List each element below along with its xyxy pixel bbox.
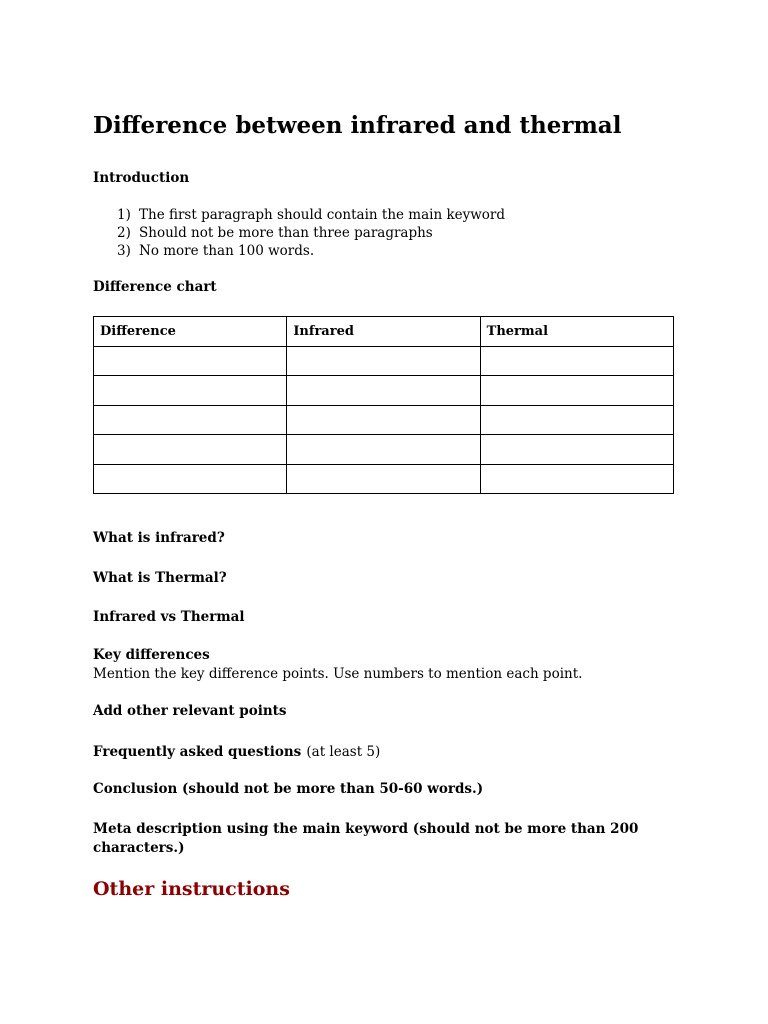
table-row <box>94 464 674 494</box>
introduction-heading: Introduction <box>93 170 190 186</box>
list-item <box>117 206 505 224</box>
column-header-difference: Difference <box>94 317 287 347</box>
table-cell <box>480 435 673 465</box>
conclusion-heading: Conclusion (should not be more than 50-60 words.) <box>93 781 484 797</box>
list-item-text: Should not be more than three paragraphs <box>139 225 433 241</box>
table-cell <box>94 376 287 406</box>
table-cell <box>287 435 480 465</box>
list-item-number: 3) <box>117 243 131 259</box>
table-cell <box>480 376 673 406</box>
table-cell <box>480 464 673 494</box>
table-row <box>94 376 674 406</box>
table-cell <box>287 376 480 406</box>
what-is-infrared-heading: What is infrared? <box>93 530 225 546</box>
what-is-thermal-heading: What is Thermal? <box>93 570 227 586</box>
other-instructions-heading: Other instructions <box>93 878 290 900</box>
faq-line <box>93 741 380 761</box>
table-cell <box>287 464 480 494</box>
key-differences-note: Mention the key difference points. Use numbers to mention each point. <box>93 666 583 682</box>
table-cell <box>480 346 673 376</box>
list-item-number: 1) <box>117 207 131 223</box>
infrared-vs-thermal-heading: Infrared vs Thermal <box>93 609 245 625</box>
table-row <box>94 405 674 435</box>
faq-note: (at least 5) <box>306 744 381 760</box>
key-differences-heading: Key differences <box>93 647 210 663</box>
column-header-infrared: Infrared <box>287 317 480 347</box>
table-cell <box>287 405 480 435</box>
list-item-number: 2) <box>117 225 131 241</box>
column-header-thermal: Thermal <box>480 317 673 347</box>
meta-description-heading: Meta description using the main keyword (should not be more than 200 characters.) <box>93 821 639 856</box>
other-points-heading: Add other relevant points <box>93 703 287 719</box>
faq-heading: Frequently asked questions <box>93 744 302 760</box>
list-item <box>117 242 505 260</box>
document-title: Difference between infrared and thermal <box>93 112 622 139</box>
difference-chart-heading: Difference chart <box>93 279 217 295</box>
table-cell <box>287 346 480 376</box>
table-cell <box>480 405 673 435</box>
introduction-list <box>117 206 505 260</box>
list-item-text: The first paragraph should contain the main keyword <box>139 207 506 223</box>
table-cell <box>94 346 287 376</box>
difference-chart-table <box>93 316 674 494</box>
table-header-row <box>94 317 674 347</box>
list-item-text: No more than 100 words. <box>139 243 315 259</box>
list-item <box>117 224 505 242</box>
table-row <box>94 346 674 376</box>
table-cell <box>94 405 287 435</box>
table-cell <box>94 464 287 494</box>
table-cell <box>94 435 287 465</box>
table-row <box>94 435 674 465</box>
